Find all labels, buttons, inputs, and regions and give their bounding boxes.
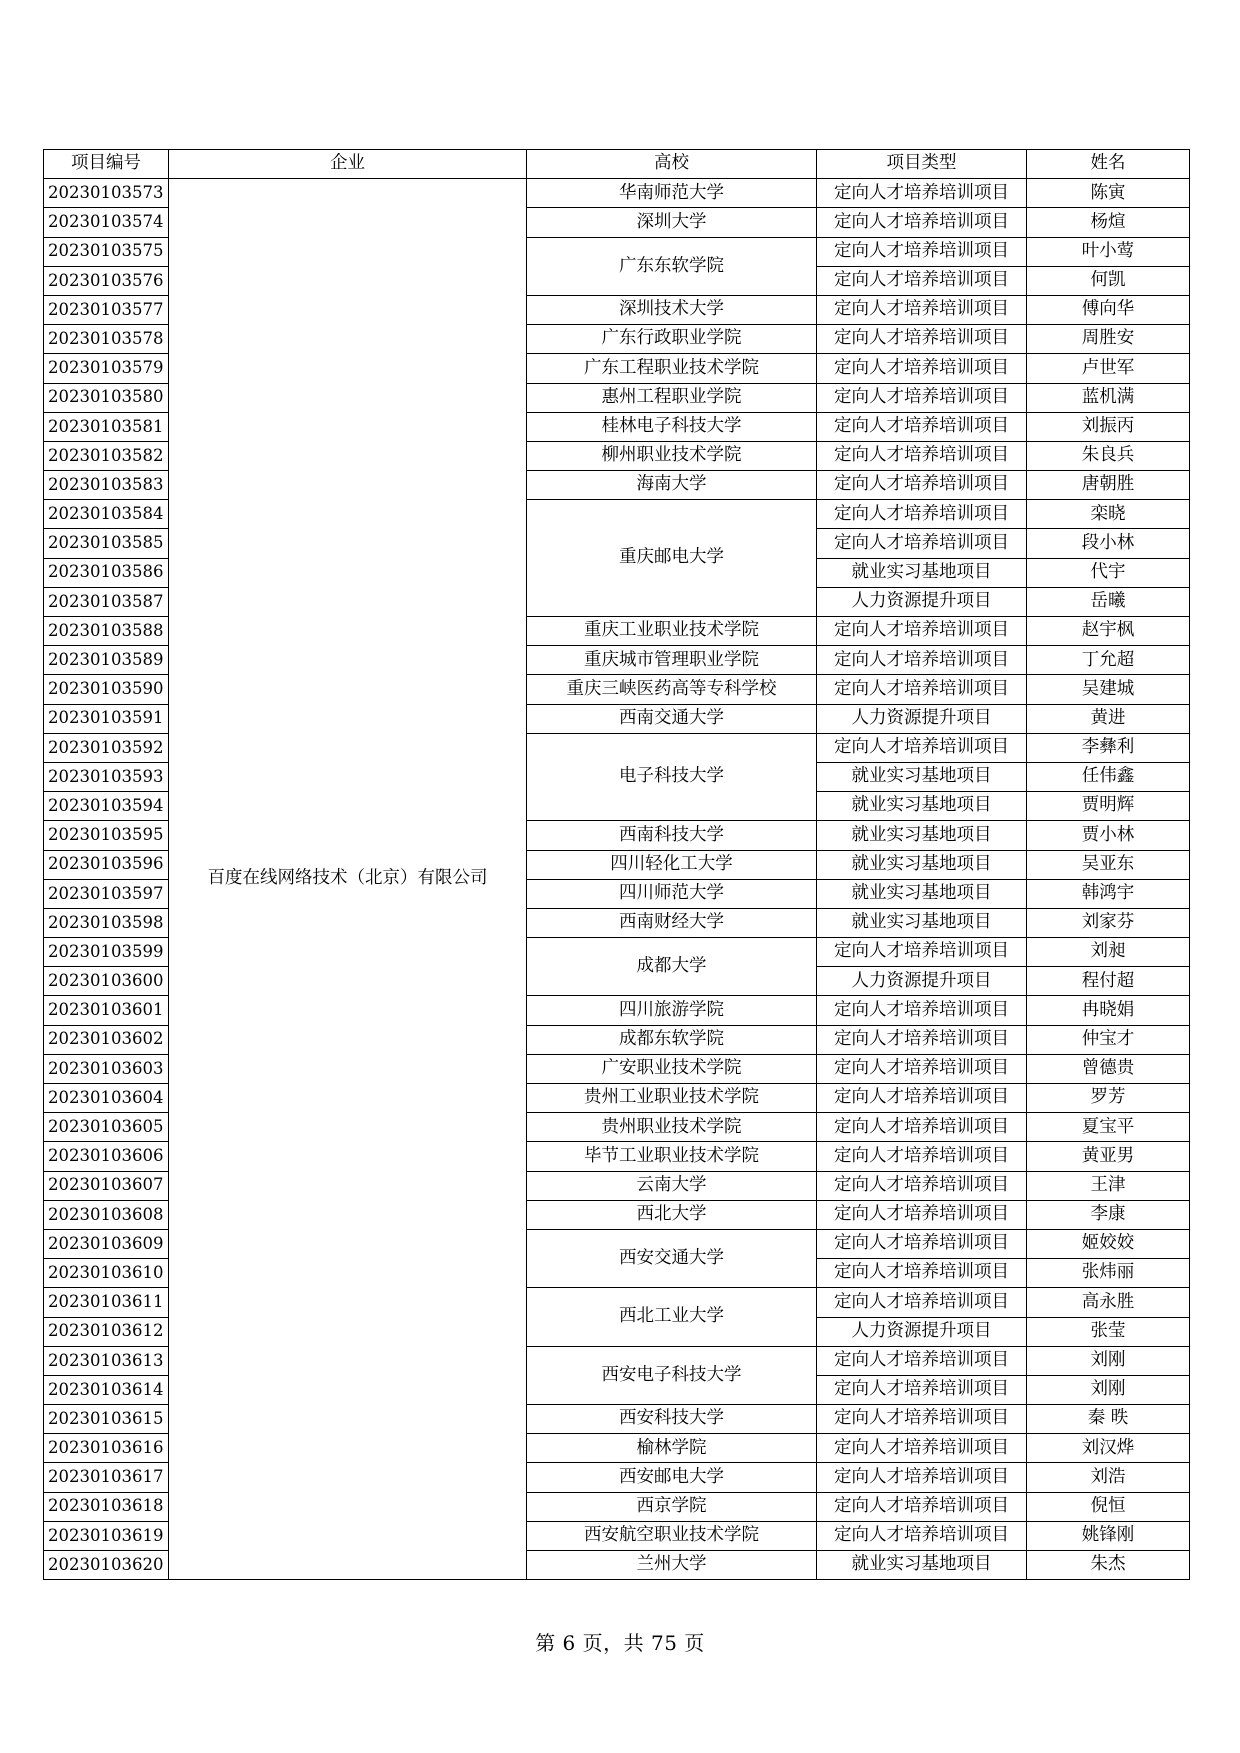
- school-cell: 四川旅游学院: [527, 996, 817, 1025]
- project-type-cell: 就业实习基地项目: [817, 792, 1027, 821]
- person-name-cell: 曾德贵: [1027, 1054, 1190, 1083]
- page-footer: 第 6 页，共 75 页: [535, 1631, 705, 1655]
- project-type-cell: 定向人才培养培训项目: [817, 354, 1027, 383]
- project-id-cell: 20230103606: [44, 1142, 169, 1171]
- project-id-cell: 20230103596: [44, 850, 169, 879]
- project-id-cell: 20230103600: [44, 967, 169, 996]
- company-cell: 百度在线网络技术（北京）有限公司: [169, 179, 527, 1580]
- project-type-cell: 定向人才培养培训项目: [817, 996, 1027, 1025]
- header-project-type: 项目类型: [817, 150, 1027, 179]
- project-type-cell: 人力资源提升项目: [817, 1317, 1027, 1346]
- project-type-cell: 就业实习基地项目: [817, 879, 1027, 908]
- school-cell: 西南科技大学: [527, 821, 817, 850]
- person-name-cell: 姬姣姣: [1027, 1229, 1190, 1258]
- school-cell: 柳州职业技术学院: [527, 441, 817, 470]
- school-cell: 贵州工业职业技术学院: [527, 1084, 817, 1113]
- project-id-cell: 20230103586: [44, 558, 169, 587]
- project-id-cell: 20230103619: [44, 1521, 169, 1550]
- school-cell: 西安科技大学: [527, 1405, 817, 1434]
- project-id-cell: 20230103597: [44, 879, 169, 908]
- project-id-cell: 20230103585: [44, 529, 169, 558]
- project-id-cell: 20230103579: [44, 354, 169, 383]
- school-cell: 成都大学: [527, 938, 817, 996]
- school-cell: 重庆三峡医药高等专科学校: [527, 675, 817, 704]
- school-cell: 重庆工业职业技术学院: [527, 617, 817, 646]
- project-type-cell: 定向人才培养培训项目: [817, 1346, 1027, 1375]
- person-name-cell: 李彝利: [1027, 733, 1190, 762]
- school-cell: 广安职业技术学院: [527, 1054, 817, 1083]
- person-name-cell: 段小林: [1027, 529, 1190, 558]
- project-id-cell: 20230103580: [44, 383, 169, 412]
- school-cell: 四川师范大学: [527, 879, 817, 908]
- project-type-cell: 定向人才培养培训项目: [817, 1463, 1027, 1492]
- person-name-cell: 刘刚: [1027, 1346, 1190, 1375]
- project-id-cell: 20230103594: [44, 792, 169, 821]
- school-cell: 海南大学: [527, 471, 817, 500]
- school-cell: 西北工业大学: [527, 1288, 817, 1346]
- project-type-cell: 定向人才培养培训项目: [817, 1025, 1027, 1054]
- project-type-cell: 定向人才培养培训项目: [817, 1142, 1027, 1171]
- project-type-cell: 就业实习基地项目: [817, 908, 1027, 937]
- person-name-cell: 叶小莺: [1027, 237, 1190, 266]
- project-type-cell: 定向人才培养培训项目: [817, 646, 1027, 675]
- person-name-cell: 赵宇枫: [1027, 617, 1190, 646]
- project-type-cell: 定向人才培养培训项目: [817, 383, 1027, 412]
- school-cell: 惠州工程职业学院: [527, 383, 817, 412]
- person-name-cell: 任伟鑫: [1027, 762, 1190, 791]
- project-id-cell: 20230103590: [44, 675, 169, 704]
- project-type-cell: 就业实习基地项目: [817, 762, 1027, 791]
- person-name-cell: 姚锋刚: [1027, 1521, 1190, 1550]
- project-id-cell: 20230103602: [44, 1025, 169, 1054]
- school-cell: 兰州大学: [527, 1551, 817, 1580]
- project-type-cell: 人力资源提升项目: [817, 967, 1027, 996]
- project-id-cell: 20230103577: [44, 295, 169, 324]
- person-name-cell: 刘汉烨: [1027, 1434, 1190, 1463]
- school-cell: 华南师范大学: [527, 179, 817, 208]
- person-name-cell: 栾晓: [1027, 500, 1190, 529]
- person-name-cell: 王津: [1027, 1171, 1190, 1200]
- school-cell: 毕节工业职业技术学院: [527, 1142, 817, 1171]
- person-name-cell: 贾明辉: [1027, 792, 1190, 821]
- school-cell: 深圳技术大学: [527, 295, 817, 324]
- project-id-cell: 20230103601: [44, 996, 169, 1025]
- project-type-cell: 人力资源提升项目: [817, 704, 1027, 733]
- person-name-cell: 黄进: [1027, 704, 1190, 733]
- project-id-cell: 20230103581: [44, 412, 169, 441]
- school-cell: 西安交通大学: [527, 1229, 817, 1287]
- person-name-cell: 何凯: [1027, 266, 1190, 295]
- person-name-cell: 罗芳: [1027, 1084, 1190, 1113]
- project-id-cell: 20230103616: [44, 1434, 169, 1463]
- project-id-cell: 20230103609: [44, 1229, 169, 1258]
- school-cell: 广东东软学院: [527, 237, 817, 295]
- project-type-cell: 定向人才培养培训项目: [817, 412, 1027, 441]
- project-id-cell: 20230103584: [44, 500, 169, 529]
- project-id-cell: 20230103608: [44, 1200, 169, 1229]
- project-type-cell: 定向人才培养培训项目: [817, 1054, 1027, 1083]
- project-type-cell: 定向人才培养培训项目: [817, 1200, 1027, 1229]
- person-name-cell: 冉晓娟: [1027, 996, 1190, 1025]
- project-type-cell: 定向人才培养培训项目: [817, 325, 1027, 354]
- project-id-cell: 20230103578: [44, 325, 169, 354]
- school-cell: 四川轻化工大学: [527, 850, 817, 879]
- school-cell: 深圳大学: [527, 208, 817, 237]
- person-name-cell: 岳曦: [1027, 587, 1190, 616]
- school-cell: 贵州职业技术学院: [527, 1113, 817, 1142]
- person-name-cell: 陈寅: [1027, 179, 1190, 208]
- project-id-cell: 20230103588: [44, 617, 169, 646]
- project-id-cell: 20230103592: [44, 733, 169, 762]
- person-name-cell: 倪恒: [1027, 1492, 1190, 1521]
- school-cell: 重庆邮电大学: [527, 500, 817, 617]
- project-id-cell: 20230103614: [44, 1375, 169, 1404]
- project-type-cell: 定向人才培养培训项目: [817, 1113, 1027, 1142]
- school-cell: 广东行政职业学院: [527, 325, 817, 354]
- project-id-cell: 20230103576: [44, 266, 169, 295]
- project-type-cell: 定向人才培养培训项目: [817, 237, 1027, 266]
- project-type-cell: 定向人才培养培训项目: [817, 675, 1027, 704]
- project-id-cell: 20230103583: [44, 471, 169, 500]
- header-company: 企业: [169, 150, 527, 179]
- project-type-cell: 定向人才培养培训项目: [817, 1434, 1027, 1463]
- person-name-cell: 吴亚东: [1027, 850, 1190, 879]
- project-type-cell: 定向人才培养培训项目: [817, 1375, 1027, 1404]
- project-id-cell: 20230103605: [44, 1113, 169, 1142]
- project-type-cell: 定向人才培养培训项目: [817, 938, 1027, 967]
- person-name-cell: 李康: [1027, 1200, 1190, 1229]
- person-name-cell: 丁允超: [1027, 646, 1190, 675]
- project-type-cell: 定向人才培养培训项目: [817, 617, 1027, 646]
- school-cell: 云南大学: [527, 1171, 817, 1200]
- project-type-cell: 就业实习基地项目: [817, 1551, 1027, 1580]
- project-type-cell: 定向人才培养培训项目: [817, 733, 1027, 762]
- project-id-cell: 20230103611: [44, 1288, 169, 1317]
- person-name-cell: 韩鸿宇: [1027, 879, 1190, 908]
- project-id-cell: 20230103582: [44, 441, 169, 470]
- school-cell: 榆林学院: [527, 1434, 817, 1463]
- person-name-cell: 吴建城: [1027, 675, 1190, 704]
- project-id-cell: 20230103599: [44, 938, 169, 967]
- project-type-cell: 定向人才培养培训项目: [817, 1288, 1027, 1317]
- person-name-cell: 唐朝胜: [1027, 471, 1190, 500]
- project-type-cell: 定向人才培养培训项目: [817, 1521, 1027, 1550]
- person-name-cell: 黄亚男: [1027, 1142, 1190, 1171]
- person-name-cell: 卢世军: [1027, 354, 1190, 383]
- project-id-cell: 20230103574: [44, 208, 169, 237]
- project-type-cell: 定向人才培养培训项目: [817, 500, 1027, 529]
- person-name-cell: 仲宝才: [1027, 1025, 1190, 1054]
- project-type-cell: 定向人才培养培训项目: [817, 1492, 1027, 1521]
- person-name-cell: 周胜安: [1027, 325, 1190, 354]
- project-id-cell: 20230103607: [44, 1171, 169, 1200]
- project-id-cell: 20230103589: [44, 646, 169, 675]
- project-table: [43, 149, 1190, 1580]
- project-type-cell: 就业实习基地项目: [817, 850, 1027, 879]
- header-project-id: 项目编号: [44, 150, 169, 179]
- project-type-cell: 定向人才培养培训项目: [817, 179, 1027, 208]
- project-type-cell: 定向人才培养培训项目: [817, 441, 1027, 470]
- project-id-cell: 20230103610: [44, 1259, 169, 1288]
- person-name-cell: 朱杰: [1027, 1551, 1190, 1580]
- school-cell: 电子科技大学: [527, 733, 817, 821]
- school-cell: 西安航空职业技术学院: [527, 1521, 817, 1550]
- person-name-cell: 秦 昳: [1027, 1405, 1190, 1434]
- person-name-cell: 程付超: [1027, 967, 1190, 996]
- project-id-cell: 20230103620: [44, 1551, 169, 1580]
- project-id-cell: 20230103587: [44, 587, 169, 616]
- person-name-cell: 刘刚: [1027, 1375, 1190, 1404]
- project-id-cell: 20230103612: [44, 1317, 169, 1346]
- project-id-cell: 20230103595: [44, 821, 169, 850]
- person-name-cell: 刘昶: [1027, 938, 1190, 967]
- project-type-cell: 定向人才培养培训项目: [817, 1259, 1027, 1288]
- person-name-cell: 贾小林: [1027, 821, 1190, 850]
- project-id-cell: 20230103613: [44, 1346, 169, 1375]
- project-type-cell: 就业实习基地项目: [817, 821, 1027, 850]
- school-cell: 西北大学: [527, 1200, 817, 1229]
- school-cell: 西南交通大学: [527, 704, 817, 733]
- project-type-cell: 定向人才培养培训项目: [817, 1084, 1027, 1113]
- school-cell: 西安邮电大学: [527, 1463, 817, 1492]
- school-cell: 重庆城市管理职业学院: [527, 646, 817, 675]
- header-name: 姓名: [1027, 150, 1190, 179]
- person-name-cell: 高永胜: [1027, 1288, 1190, 1317]
- project-id-cell: 20230103575: [44, 237, 169, 266]
- school-cell: 西京学院: [527, 1492, 817, 1521]
- project-id-cell: 20230103593: [44, 762, 169, 791]
- project-type-cell: 定向人才培养培训项目: [817, 529, 1027, 558]
- project-id-cell: 20230103598: [44, 908, 169, 937]
- project-id-cell: 20230103618: [44, 1492, 169, 1521]
- project-type-cell: 定向人才培养培训项目: [817, 1171, 1027, 1200]
- person-name-cell: 夏宝平: [1027, 1113, 1190, 1142]
- project-type-cell: 定向人才培养培训项目: [817, 1405, 1027, 1434]
- header-school: 高校: [527, 150, 817, 179]
- project-id-cell: 20230103573: [44, 179, 169, 208]
- school-cell: 西安电子科技大学: [527, 1346, 817, 1404]
- project-type-cell: 定向人才培养培训项目: [817, 208, 1027, 237]
- school-cell: 广东工程职业技术学院: [527, 354, 817, 383]
- person-name-cell: 蓝机满: [1027, 383, 1190, 412]
- project-id-cell: 20230103615: [44, 1405, 169, 1434]
- project-id-cell: 20230103603: [44, 1054, 169, 1083]
- project-type-cell: 就业实习基地项目: [817, 558, 1027, 587]
- project-id-cell: 20230103591: [44, 704, 169, 733]
- person-name-cell: 刘家芬: [1027, 908, 1190, 937]
- project-type-cell: 定向人才培养培训项目: [817, 471, 1027, 500]
- person-name-cell: 傅向华: [1027, 295, 1190, 324]
- person-name-cell: 朱良兵: [1027, 441, 1190, 470]
- person-name-cell: 张莹: [1027, 1317, 1190, 1346]
- school-cell: 桂林电子科技大学: [527, 412, 817, 441]
- project-type-cell: 定向人才培养培训项目: [817, 266, 1027, 295]
- school-cell: 西南财经大学: [527, 908, 817, 937]
- person-name-cell: 刘振丙: [1027, 412, 1190, 441]
- project-type-cell: 定向人才培养培训项目: [817, 295, 1027, 324]
- table-body: [44, 179, 1190, 1580]
- person-name-cell: 代宇: [1027, 558, 1190, 587]
- project-id-cell: 20230103604: [44, 1084, 169, 1113]
- project-type-cell: 定向人才培养培训项目: [817, 1229, 1027, 1258]
- project-type-cell: 人力资源提升项目: [817, 587, 1027, 616]
- table-row: [44, 179, 1190, 208]
- person-name-cell: 杨煊: [1027, 208, 1190, 237]
- person-name-cell: 刘浩: [1027, 1463, 1190, 1492]
- project-id-cell: 20230103617: [44, 1463, 169, 1492]
- header-row: [44, 150, 1190, 179]
- school-cell: 成都东软学院: [527, 1025, 817, 1054]
- person-name-cell: 张炜丽: [1027, 1259, 1190, 1288]
